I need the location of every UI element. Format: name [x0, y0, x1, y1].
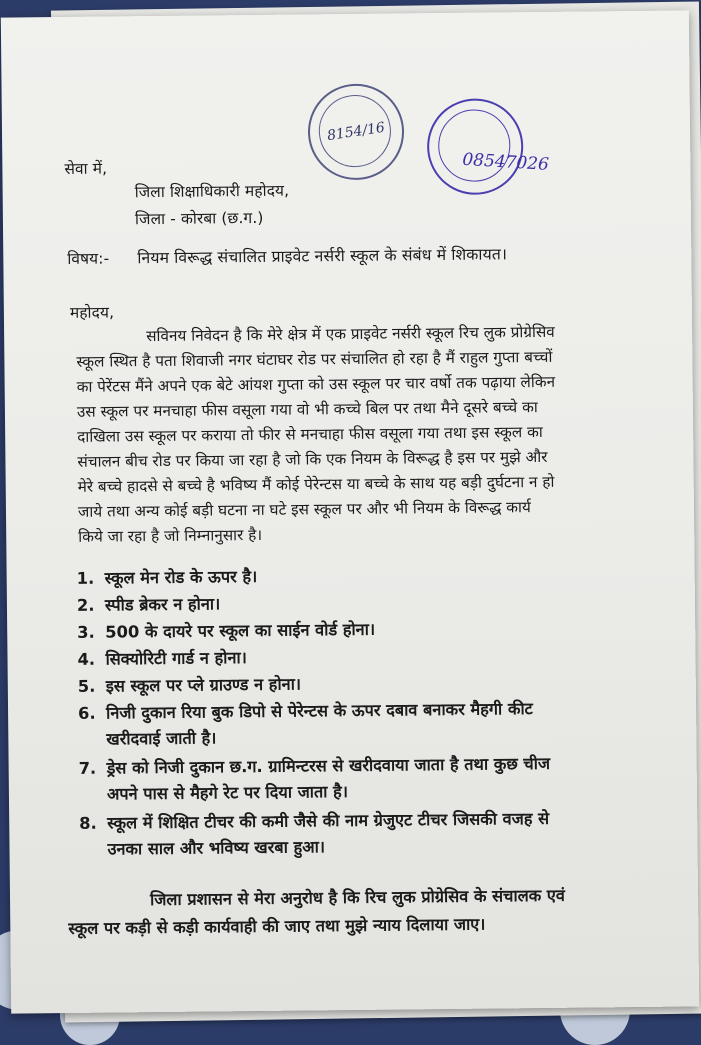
body-line: उस स्कूल पर मनचाहा फीस वसूला गया वो भी कच्चे बिल पर तथा मैने दूसरे बच्चे का — [76, 398, 538, 421]
list-number: 7. — [78, 758, 97, 778]
list-text: स्कूल मेन रोड के ऊपर है। — [104, 566, 258, 588]
stamp-handwritten-number: 8154/16 — [326, 119, 386, 145]
collector-stamp-handwritten-number: 08547026 — [461, 149, 550, 175]
district-office-stamp — [301, 77, 410, 186]
subject-label: विषय:- — [67, 249, 110, 268]
body-line: जाये तथा अन्य कोई बड़ी घटना ना घटे इस स्कूल पर और भी नियम के विरूद्ध कार्य — [77, 498, 531, 521]
list-text-continued: अपने पास से मैहगे रेट पर दिया जाता है। — [106, 782, 349, 804]
list-number: 8. — [79, 813, 97, 833]
list-number: 1. — [76, 568, 95, 588]
list-item-6 — [78, 697, 533, 724]
list-number: 5. — [77, 676, 96, 696]
list-text: स्पीड ब्रेकर न होना। — [104, 594, 221, 615]
list-item-8 — [79, 807, 549, 834]
collector-office-stamp — [423, 94, 528, 199]
stamp-inner-ring — [435, 106, 513, 184]
list-item-4 — [77, 646, 247, 670]
list-text: इस स्कूल पर प्ले ग्राउण्ड न होना। — [105, 674, 302, 696]
list-text: निजी दुकान रिया बुक डिपो से पेरेन्टस के ऊपर दबाव बनाकर मैहगी कीट — [105, 699, 533, 723]
list-item-2 — [77, 592, 221, 615]
list-number: 6. — [77, 703, 96, 723]
list-text-continued: खरीदवाई जाती है। — [106, 728, 217, 749]
body-line: का पेरेंटस मैंने अपने एक बेटे आंयश गुप्ता को उस स्कूल पर चार वर्षो तक पढ़ाया लेकिन — [76, 372, 556, 396]
subject-text: नियम विरूद्ध संचालित प्राइवेट नर्सरी स्कूल के संबंध में शिकायत। — [137, 244, 508, 268]
list-item-1 — [77, 565, 258, 589]
list-item-3 — [77, 618, 375, 643]
list-text: ड्रेस को निजी दुकान छ.ग. ग्रामिन्टरस से खरीदवाया जाता है तथा कुछ चीज — [106, 753, 551, 778]
addressee-line-2: जिला - कोरबा (छ.ग.) — [134, 208, 264, 229]
salutation: सेवा में, — [64, 159, 108, 178]
body-line: किये जा रहा है जो निम्नानुसार है। — [78, 525, 263, 546]
body-line: दाखिला उस स्कूल पर कराया तो फीर से मनचाहा फीस वसूला गया तथा इस स्कूल का — [77, 422, 543, 446]
list-number: 4. — [77, 649, 96, 669]
list-item-5 — [78, 673, 301, 697]
list-number: 3. — [77, 622, 95, 642]
list-text: स्कूल में शिक्षित टीचर की कमी जैसे की नाम ग्रेजुएट टीचर जिसकी वजह से — [107, 808, 550, 833]
addressee-line-1: जिला शिक्षाधिकारी महोदय, — [134, 181, 290, 202]
closing-line: जिला प्रशासन से मेरा अनुरोध है कि रिच लुक प्रोग्रेसिव के संचालक एवं — [149, 885, 566, 910]
list-text-continued: उनका साल और भविष्य खरबा हुआ। — [107, 837, 326, 859]
list-number: 2. — [76, 595, 95, 615]
list-item-7 — [79, 752, 551, 779]
list-text: 500 के दायरे पर स्कूल का साईन वोर्ड होना। — [105, 619, 376, 642]
list-text: सिक्योरिटी गार्ड न होना। — [105, 648, 247, 669]
body-line: संचालन बीच रोड पर किया जा रहा है जो कि एक नियम के विरूद्ध है इस पर मुझे और — [77, 447, 548, 471]
greeting: महोदय, — [69, 303, 115, 322]
body-line: स्कूल स्थित है पता शिवाजी नगर घंटाघर रोड पर संचालित हो रहा है मैं राहुल गुप्ता बच्चों — [76, 347, 553, 371]
body-line: सविनय निवेदन है कि मेरे क्षेत्र में एक प्राइवेट नर्सरी स्कूल रिच लुक प्रोग्रेसिव — [146, 322, 555, 346]
body-line: मेरे बच्चे हादसे से बच्चे है भविष्य मैं कोई पेरेन्टस या बच्चे के साथ यह बड़ी दुर्घटना न हो — [77, 472, 555, 496]
closing-line: स्कूल पर कड़ी से कड़ी कार्यवाही की जाए तथा मुझे न्याय दिलाया जाए। — [68, 914, 486, 938]
letter-page — [1, 10, 699, 1013]
